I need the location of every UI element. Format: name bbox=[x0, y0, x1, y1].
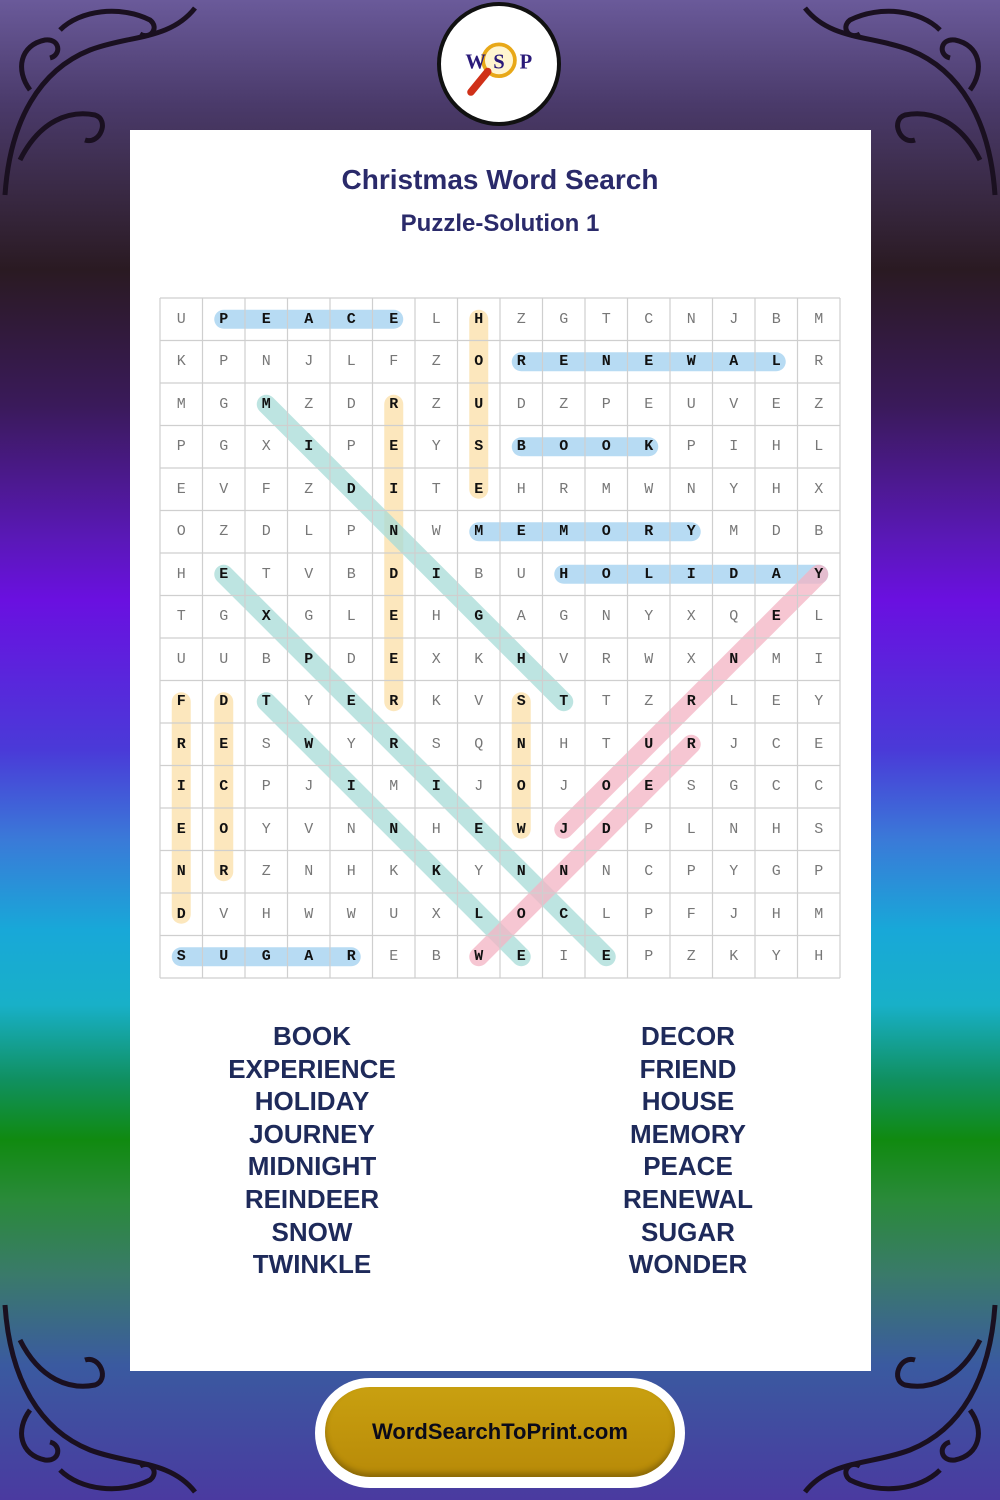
grid-cell[interactable]: X bbox=[261, 608, 271, 626]
grid-cell[interactable]: Z bbox=[304, 480, 314, 498]
grid-cell[interactable]: D bbox=[346, 650, 356, 668]
grid-cell[interactable]: J bbox=[729, 310, 739, 328]
grid-cell[interactable]: E bbox=[176, 480, 186, 498]
grid-cell[interactable]: I bbox=[304, 438, 314, 456]
grid-cell[interactable]: D bbox=[729, 565, 739, 583]
grid-cell[interactable]: C bbox=[346, 310, 356, 328]
grid-cell[interactable]: E bbox=[644, 778, 654, 796]
grid-cell[interactable]: C bbox=[644, 310, 654, 328]
grid-cell[interactable]: O bbox=[219, 820, 229, 838]
grid-cell[interactable]: K bbox=[729, 948, 739, 966]
grid-cell[interactable]: C bbox=[771, 735, 781, 753]
grid-cell[interactable]: Y bbox=[304, 693, 314, 711]
grid-cell[interactable]: C bbox=[559, 905, 569, 923]
grid-cell[interactable]: E bbox=[389, 438, 399, 456]
grid-cell[interactable]: Q bbox=[729, 608, 739, 626]
grid-cell[interactable]: N bbox=[389, 523, 399, 541]
grid-cell[interactable]: W bbox=[644, 480, 654, 498]
grid-cell[interactable]: O bbox=[601, 778, 611, 796]
word-list-item: DECOR bbox=[641, 1021, 735, 1051]
grid-cell[interactable]: I bbox=[686, 565, 696, 583]
grid-cell[interactable]: Y bbox=[771, 948, 781, 966]
grid-cell[interactable]: F bbox=[261, 480, 271, 498]
grid-cell[interactable]: Z bbox=[219, 523, 229, 541]
grid-cell[interactable]: M bbox=[814, 310, 824, 328]
grid-cell[interactable]: N bbox=[346, 820, 356, 838]
grid-cell[interactable]: V bbox=[304, 820, 314, 838]
grid-cell[interactable]: E bbox=[389, 650, 399, 668]
grid-cell[interactable]: R bbox=[601, 650, 611, 668]
grid-cell[interactable]: Z bbox=[261, 863, 271, 881]
grid-cell[interactable]: I bbox=[729, 438, 739, 456]
grid-cell[interactable]: V bbox=[219, 905, 229, 923]
grid-cell[interactable]: K bbox=[474, 650, 484, 668]
grid-cell[interactable]: V bbox=[304, 565, 314, 583]
grid-cell[interactable]: X bbox=[686, 608, 696, 626]
grid-cell[interactable]: E bbox=[219, 735, 229, 753]
grid-cell[interactable]: H bbox=[559, 735, 569, 753]
grid-cell[interactable]: C bbox=[219, 778, 229, 796]
grid-cell[interactable]: E bbox=[601, 948, 611, 966]
grid-cell[interactable]: Z bbox=[559, 395, 569, 413]
grid-cell[interactable]: R bbox=[814, 353, 824, 371]
grid-cell[interactable]: E bbox=[771, 395, 781, 413]
page-subtitle: Puzzle-Solution 1 bbox=[400, 210, 600, 237]
grid-cell[interactable]: G bbox=[474, 608, 484, 626]
grid-cell[interactable]: Y bbox=[474, 863, 484, 881]
grid-cell[interactable]: E bbox=[771, 608, 781, 626]
grid-cell[interactable]: R bbox=[686, 693, 696, 711]
grid-cell[interactable]: I bbox=[431, 778, 441, 796]
grid-cell[interactable]: D bbox=[219, 693, 229, 711]
grid-cell[interactable]: T bbox=[261, 565, 271, 583]
grid-cell[interactable]: R bbox=[389, 735, 399, 753]
grid-cell[interactable]: H bbox=[431, 608, 441, 626]
grid-cell[interactable]: B bbox=[814, 523, 824, 541]
grid-cell[interactable]: E bbox=[261, 310, 271, 328]
grid-cell[interactable]: P bbox=[304, 650, 314, 668]
website-button[interactable] bbox=[315, 1378, 685, 1488]
grid-cell[interactable]: A bbox=[516, 608, 526, 626]
grid-cell[interactable]: U bbox=[219, 650, 229, 668]
grid-cell[interactable]: H bbox=[559, 565, 569, 583]
grid-cell[interactable]: H bbox=[771, 438, 781, 456]
word-list-item: SNOW bbox=[271, 1216, 353, 1247]
grid-cell[interactable]: S bbox=[474, 438, 484, 456]
grid-cell[interactable]: B bbox=[516, 438, 526, 456]
grid-cell[interactable]: L bbox=[304, 523, 314, 541]
grid-cell[interactable]: M bbox=[814, 905, 824, 923]
grid-cell[interactable]: V bbox=[219, 480, 229, 498]
grid-cell[interactable]: R bbox=[559, 480, 569, 498]
grid-cell[interactable]: T bbox=[559, 693, 569, 711]
grid-cell[interactable]: S bbox=[261, 735, 271, 753]
grid-cell[interactable]: X bbox=[814, 480, 824, 498]
grid-cell[interactable]: P bbox=[686, 863, 696, 881]
logo-letter-p: P bbox=[519, 51, 533, 74]
grid-cell[interactable]: K bbox=[431, 693, 441, 711]
grid-cell[interactable]: V bbox=[729, 395, 739, 413]
word-list-item: MIDNIGHT bbox=[247, 1151, 377, 1182]
grid-cell[interactable]: T bbox=[601, 310, 611, 328]
grid-cell[interactable]: X bbox=[431, 650, 441, 668]
grid-cell[interactable]: E bbox=[644, 353, 654, 371]
grid-cell[interactable]: H bbox=[346, 863, 356, 881]
grid-cell[interactable]: E bbox=[389, 608, 399, 626]
grid-cell[interactable]: L bbox=[729, 693, 739, 711]
grid-cell[interactable]: V bbox=[474, 693, 484, 711]
grid-cell[interactable]: B bbox=[261, 650, 271, 668]
grid-cell[interactable]: X bbox=[261, 438, 271, 456]
word-list-item: FRIEND bbox=[639, 1053, 737, 1084]
grid-cell[interactable]: E bbox=[474, 820, 484, 838]
grid-cell[interactable]: N bbox=[516, 735, 526, 753]
grid-cell[interactable]: D bbox=[261, 523, 271, 541]
grid-cell[interactable]: R bbox=[686, 735, 696, 753]
grid-cell[interactable]: W bbox=[474, 948, 484, 966]
grid-cell[interactable]: N bbox=[686, 480, 696, 498]
grid-cell[interactable]: F bbox=[389, 353, 399, 371]
grid-cell[interactable]: W bbox=[346, 905, 356, 923]
grid-cell[interactable]: A bbox=[729, 353, 739, 371]
grid-cell[interactable]: T bbox=[176, 608, 186, 626]
grid-cell[interactable]: D bbox=[346, 395, 356, 413]
grid-cell[interactable]: O bbox=[474, 353, 484, 371]
grid-cell[interactable]: P bbox=[686, 438, 696, 456]
word-list-item: HOLIDAY bbox=[254, 1086, 370, 1117]
grid-cell[interactable]: L bbox=[686, 820, 696, 838]
grid-cell[interactable]: D bbox=[389, 565, 399, 583]
word-list-item: BOOK bbox=[273, 1021, 351, 1051]
grid-cell[interactable]: E bbox=[346, 693, 356, 711]
grid-cell[interactable]: H bbox=[516, 650, 526, 668]
grid-cell[interactable]: Z bbox=[304, 395, 314, 413]
grid-cell[interactable]: U bbox=[176, 310, 186, 328]
grid-cell[interactable]: L bbox=[771, 353, 781, 371]
grid-cell[interactable]: P bbox=[261, 778, 271, 796]
grid-cell[interactable]: E bbox=[389, 948, 399, 966]
grid-cell[interactable]: A bbox=[771, 565, 781, 583]
word-list-item: PEACE bbox=[643, 1151, 733, 1182]
grid-cell[interactable]: W bbox=[304, 905, 314, 923]
grid-cell[interactable]: G bbox=[261, 948, 271, 966]
grid-cell[interactable]: Y bbox=[729, 480, 739, 498]
website-label[interactable]: WordSearchToPrint.com bbox=[325, 1387, 675, 1477]
grid-cell[interactable]: G bbox=[559, 608, 569, 626]
grid-cell[interactable]: C bbox=[771, 778, 781, 796]
grid-cell[interactable]: C bbox=[814, 778, 824, 796]
page-title: Christmas Word Search bbox=[341, 164, 659, 195]
grid-cell[interactable]: J bbox=[729, 735, 739, 753]
grid-cell[interactable]: E bbox=[644, 395, 654, 413]
grid-cell[interactable]: I bbox=[389, 480, 399, 498]
grid-cell[interactable]: W bbox=[644, 650, 654, 668]
word-list-item: RENEWAL bbox=[623, 1183, 753, 1214]
grid-cell[interactable]: N bbox=[729, 650, 739, 668]
grid-cells bbox=[160, 298, 840, 978]
grid-cell[interactable]: E bbox=[516, 523, 526, 541]
grid-cell[interactable]: I bbox=[559, 948, 569, 966]
grid-cell[interactable]: M bbox=[474, 523, 484, 541]
grid-cell[interactable]: R bbox=[389, 395, 399, 413]
grid-cell[interactable]: Y bbox=[686, 523, 696, 541]
grid-cell[interactable]: L bbox=[346, 608, 356, 626]
word-list-item: WONDER bbox=[628, 1249, 748, 1280]
grid-cell[interactable]: N bbox=[601, 353, 611, 371]
grid-cell[interactable]: U bbox=[686, 395, 696, 413]
grid-cell[interactable]: M bbox=[559, 523, 569, 541]
word-list-item: JOURNEY bbox=[249, 1118, 375, 1149]
grid-cell[interactable]: E bbox=[474, 480, 484, 498]
grid-cell[interactable]: H bbox=[431, 820, 441, 838]
word-list-item: MEMORY bbox=[629, 1118, 747, 1149]
grid-cell[interactable]: H bbox=[814, 948, 824, 966]
grid-cell[interactable]: N bbox=[729, 820, 739, 838]
grid-cell[interactable]: D bbox=[516, 395, 526, 413]
grid-cell[interactable]: P bbox=[176, 438, 186, 456]
grid-cell[interactable]: X bbox=[686, 650, 696, 668]
grid-cell[interactable]: V bbox=[559, 650, 569, 668]
grid-cell[interactable]: J bbox=[474, 778, 484, 796]
grid-cell[interactable]: R bbox=[389, 693, 399, 711]
grid-cell[interactable]: L bbox=[474, 905, 484, 923]
grid-cell[interactable]: F bbox=[686, 905, 696, 923]
grid-cell[interactable]: Y bbox=[431, 438, 441, 456]
grid-cell[interactable]: E bbox=[814, 735, 824, 753]
grid-cell[interactable]: M bbox=[601, 480, 611, 498]
word-list-item: REINDEER bbox=[244, 1183, 380, 1214]
logo-letter-s: S bbox=[493, 51, 505, 74]
grid-cell[interactable]: K bbox=[389, 863, 399, 881]
grid-cell[interactable]: O bbox=[601, 523, 611, 541]
grid-cell[interactable]: E bbox=[176, 820, 186, 838]
grid-cell[interactable]: G bbox=[771, 863, 781, 881]
grid-cell[interactable]: B bbox=[431, 948, 441, 966]
grid-cell[interactable]: U bbox=[516, 565, 526, 583]
grid-cell[interactable]: S bbox=[686, 778, 696, 796]
grid-cell[interactable]: D bbox=[346, 480, 356, 498]
grid-cell[interactable]: D bbox=[601, 820, 611, 838]
word-list-item: HOUSE bbox=[641, 1086, 735, 1117]
grid-cell[interactable]: K bbox=[644, 438, 654, 456]
grid-cell[interactable]: H bbox=[771, 820, 781, 838]
grid-cell[interactable]: N bbox=[176, 863, 186, 881]
grid-cell[interactable]: O bbox=[516, 905, 526, 923]
grid-cell[interactable]: H bbox=[176, 565, 186, 583]
grid-cell[interactable]: J bbox=[559, 820, 569, 838]
grid-cell[interactable]: N bbox=[601, 608, 611, 626]
grid-cell[interactable]: W bbox=[686, 353, 696, 371]
word-list-item: TWINKLE bbox=[252, 1249, 372, 1280]
grid-cell[interactable]: G bbox=[219, 608, 229, 626]
grid-cell[interactable]: M bbox=[261, 395, 271, 413]
grid-cell[interactable]: P bbox=[601, 395, 611, 413]
grid-cell[interactable]: Y bbox=[814, 693, 824, 711]
grid-cell[interactable]: E bbox=[389, 310, 399, 328]
grid-cell[interactable]: Z bbox=[431, 353, 441, 371]
grid-cell[interactable]: J bbox=[304, 353, 314, 371]
grid-cell[interactable]: Y bbox=[261, 820, 271, 838]
grid-cell[interactable]: N bbox=[686, 310, 696, 328]
grid-cell[interactable]: Z bbox=[686, 948, 696, 966]
grid-cell[interactable]: T bbox=[601, 693, 611, 711]
grid-cell[interactable]: P bbox=[644, 820, 654, 838]
grid-cell[interactable]: W bbox=[516, 820, 526, 838]
grid-cell[interactable]: I bbox=[431, 565, 441, 583]
grid-cell[interactable]: O bbox=[516, 778, 526, 796]
grid-cell[interactable]: U bbox=[389, 905, 399, 923]
grid-cell[interactable]: K bbox=[176, 353, 186, 371]
grid-cell[interactable]: M bbox=[389, 778, 399, 796]
grid-cell[interactable]: S bbox=[431, 735, 441, 753]
logo-letter-w: W bbox=[465, 51, 486, 74]
grid-cell[interactable]: Z bbox=[431, 395, 441, 413]
grid-cell[interactable]: E bbox=[559, 353, 569, 371]
grid-cell[interactable]: R bbox=[644, 523, 654, 541]
grid-cell[interactable]: Z bbox=[516, 310, 526, 328]
grid-cell[interactable]: Y bbox=[729, 863, 739, 881]
grid-cell[interactable]: R bbox=[346, 948, 356, 966]
grid-cell[interactable]: B bbox=[771, 310, 781, 328]
grid-cell[interactable]: N bbox=[601, 863, 611, 881]
grid-cell[interactable]: G bbox=[219, 438, 229, 456]
grid-cell[interactable]: P bbox=[644, 948, 654, 966]
grid-cell[interactable]: M bbox=[729, 523, 739, 541]
grid-cell[interactable]: G bbox=[729, 778, 739, 796]
grid-cell[interactable]: W bbox=[304, 735, 314, 753]
grid-cell[interactable]: O bbox=[176, 523, 186, 541]
grid-cell[interactable]: P bbox=[346, 523, 356, 541]
grid-cell[interactable]: G bbox=[559, 310, 569, 328]
grid-cell[interactable]: H bbox=[771, 480, 781, 498]
grid-cell[interactable]: Y bbox=[644, 608, 654, 626]
wsp-logo bbox=[437, 2, 561, 126]
grid-cell[interactable]: P bbox=[219, 353, 229, 371]
grid-cell[interactable]: K bbox=[431, 863, 441, 881]
grid-cell[interactable]: P bbox=[644, 905, 654, 923]
grid-cell[interactable]: X bbox=[431, 905, 441, 923]
grid-cell[interactable]: M bbox=[176, 395, 186, 413]
grid-cell[interactable]: O bbox=[601, 438, 611, 456]
grid-cell[interactable]: N bbox=[559, 863, 569, 881]
grid-cell[interactable]: O bbox=[559, 438, 569, 456]
grid-cell[interactable]: R bbox=[516, 353, 526, 371]
grid-cell[interactable]: A bbox=[304, 948, 314, 966]
grid-cell[interactable]: U bbox=[644, 735, 654, 753]
grid-cell[interactable]: I bbox=[346, 778, 356, 796]
grid-cell[interactable]: D bbox=[176, 905, 186, 923]
grid-cell[interactable]: W bbox=[431, 523, 441, 541]
grid-cell[interactable]: Z bbox=[644, 693, 654, 711]
grid-cell[interactable]: J bbox=[304, 778, 314, 796]
grid-cell[interactable]: S bbox=[176, 948, 186, 966]
word-list-right bbox=[538, 1020, 838, 1281]
grid-cell[interactable]: D bbox=[771, 523, 781, 541]
grid-cell[interactable]: G bbox=[219, 395, 229, 413]
grid-cell[interactable]: G bbox=[304, 608, 314, 626]
grid-cell[interactable]: I bbox=[814, 650, 824, 668]
grid-cell[interactable]: P bbox=[346, 438, 356, 456]
grid-cell[interactable]: N bbox=[261, 353, 271, 371]
grid-cell[interactable]: F bbox=[176, 693, 186, 711]
grid-cell[interactable]: H bbox=[261, 905, 271, 923]
grid-cell[interactable]: Q bbox=[474, 735, 484, 753]
magnifier-icon bbox=[441, 6, 557, 122]
grid-cell[interactable]: H bbox=[771, 905, 781, 923]
grid-cell[interactable]: N bbox=[389, 820, 399, 838]
grid-cell[interactable]: A bbox=[304, 310, 314, 328]
grid-cell[interactable]: Y bbox=[814, 565, 824, 583]
grid-cell[interactable]: L bbox=[431, 310, 441, 328]
word-list-left bbox=[162, 1020, 462, 1281]
grid-cell[interactable]: L bbox=[346, 353, 356, 371]
grid-cell[interactable]: S bbox=[516, 693, 526, 711]
grid-cell[interactable]: H bbox=[474, 310, 484, 328]
grid-cell[interactable]: U bbox=[219, 948, 229, 966]
grid-cell[interactable]: N bbox=[516, 863, 526, 881]
grid-cell[interactable]: T bbox=[431, 480, 441, 498]
grid-cell[interactable]: O bbox=[601, 565, 611, 583]
grid-cell[interactable]: E bbox=[219, 565, 229, 583]
word-list-item: EXPERIENCE bbox=[228, 1053, 396, 1084]
grid-cell[interactable]: B bbox=[474, 565, 484, 583]
grid-cell[interactable]: M bbox=[771, 650, 781, 668]
grid-cell[interactable]: J bbox=[729, 905, 739, 923]
grid-cell[interactable]: J bbox=[559, 778, 569, 796]
grid-cell[interactable]: B bbox=[346, 565, 356, 583]
grid-cell[interactable]: T bbox=[601, 735, 611, 753]
grid-cell[interactable]: Y bbox=[346, 735, 356, 753]
grid-cell[interactable]: N bbox=[304, 863, 314, 881]
grid-cell[interactable]: E bbox=[516, 948, 526, 966]
grid-cell[interactable]: P bbox=[814, 863, 824, 881]
grid-cell[interactable]: L bbox=[601, 905, 611, 923]
grid-cell[interactable]: L bbox=[644, 565, 654, 583]
grid-cell[interactable]: R bbox=[176, 735, 186, 753]
word-list-item: SUGAR bbox=[641, 1216, 735, 1247]
grid-cell[interactable]: U bbox=[474, 395, 484, 413]
grid-cell[interactable]: E bbox=[771, 693, 781, 711]
grid-cell[interactable]: Z bbox=[814, 395, 824, 413]
grid-cell[interactable]: U bbox=[176, 650, 186, 668]
grid-cell[interactable]: T bbox=[261, 693, 271, 711]
grid-cell[interactable]: P bbox=[219, 310, 229, 328]
grid-cell[interactable]: R bbox=[219, 863, 229, 881]
word-search-grid bbox=[160, 298, 840, 978]
grid-cell[interactable]: S bbox=[814, 820, 824, 838]
grid-cell[interactable]: I bbox=[176, 778, 186, 796]
grid-cell[interactable]: H bbox=[516, 480, 526, 498]
grid-cell[interactable]: C bbox=[644, 863, 654, 881]
grid-cell[interactable]: L bbox=[814, 608, 824, 626]
grid-cell[interactable]: L bbox=[814, 438, 824, 456]
